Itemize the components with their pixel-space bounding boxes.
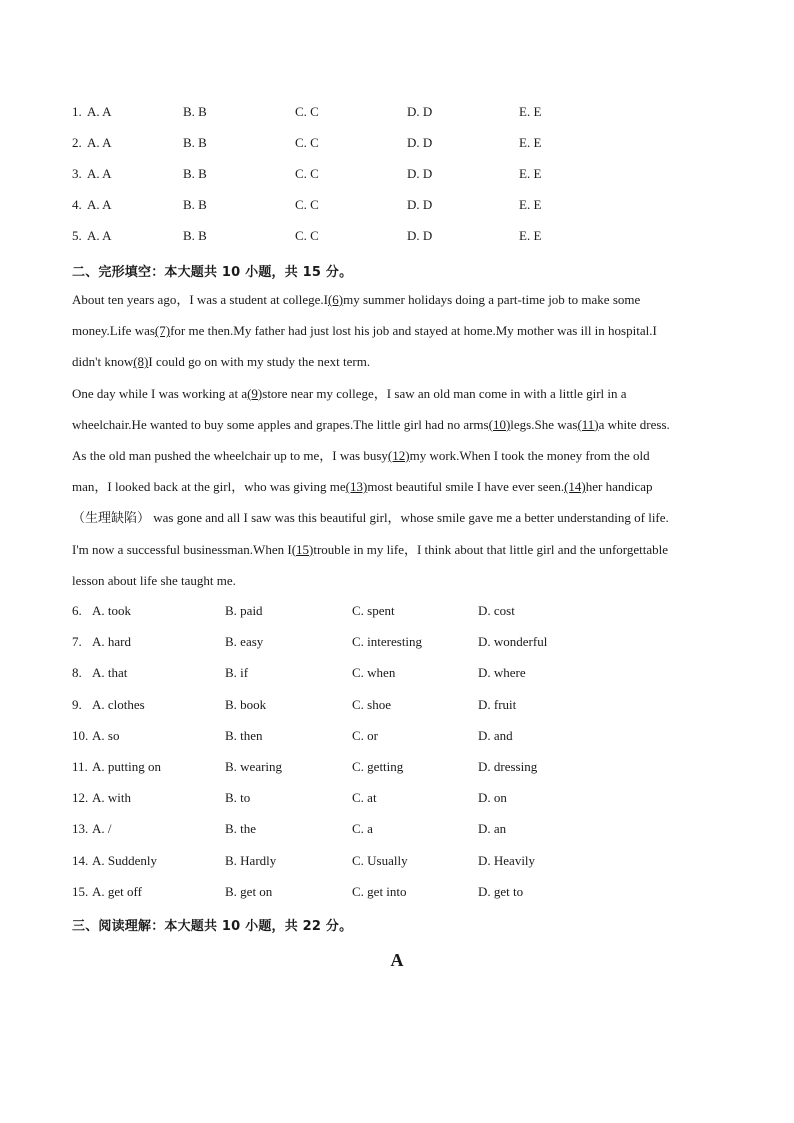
option-b[interactable]: B. B: [183, 104, 207, 119]
passage-text: （生理缺陷） was gone and all I saw was this beautiful girl，whose smile gave me a better understanding of life.: [72, 510, 669, 526]
question-row: [72, 104, 722, 124]
option-b[interactable]: B. then: [225, 727, 263, 743]
passage-text: didn't know: [72, 354, 134, 370]
option-a[interactable]: A. with: [92, 790, 131, 806]
option-b[interactable]: B. get on: [225, 883, 273, 899]
option-a[interactable]: A. A: [87, 104, 112, 119]
option-a[interactable]: A. putting on: [92, 759, 161, 774]
option-d[interactable]: D. D: [407, 197, 433, 212]
option-b[interactable]: B. B: [183, 228, 207, 243]
question-number: 7.: [72, 634, 82, 650]
passage-text: most beautiful smile I have ever seen.: [367, 479, 565, 495]
question-row: [72, 790, 722, 810]
option-d[interactable]: D. cost: [478, 603, 515, 618]
question-row: [72, 166, 722, 186]
option-c[interactable]: C. getting: [352, 759, 404, 774]
passage-text: I'm now a successful businessman.When I: [72, 541, 292, 557]
question-row: [72, 821, 722, 841]
option-a[interactable]: A. so: [92, 727, 120, 743]
passage-line: [72, 409, 722, 440]
option-b[interactable]: B. B: [183, 135, 207, 150]
option-a[interactable]: A. /: [92, 821, 112, 837]
option-c[interactable]: C. C: [295, 135, 319, 150]
question-number: 2.: [72, 135, 82, 150]
blank-number[interactable]: (11): [577, 416, 599, 432]
option-a[interactable]: A. A: [87, 228, 112, 243]
blank-number[interactable]: (15): [291, 541, 314, 557]
option-c[interactable]: C. spent: [352, 603, 395, 618]
blank-number[interactable]: (10): [488, 416, 511, 432]
option-d[interactable]: D. D: [407, 104, 433, 119]
passage-label: A: [390, 950, 404, 970]
question-row: [72, 603, 722, 623]
option-d[interactable]: D. Heavily: [478, 852, 536, 868]
passage-text: a white dress.: [598, 416, 670, 432]
passage-text: man，I looked back at the girl，who was giving me: [72, 479, 346, 495]
passage-line: [72, 440, 722, 471]
question-number: 1.: [72, 104, 82, 119]
question-number: 12.: [72, 790, 89, 806]
question-number: 10.: [72, 727, 89, 743]
option-b[interactable]: B. easy: [225, 634, 264, 650]
option-a[interactable]: A. took: [92, 603, 131, 618]
option-a[interactable]: A. get off: [92, 883, 142, 899]
passage-line: [72, 378, 722, 409]
option-b[interactable]: B. B: [183, 166, 207, 181]
passage-text: money.Life was: [72, 323, 155, 339]
section3-heading: 三、阅读理解：本大题共 10 小题，共 22 分。: [72, 919, 353, 934]
passage-text: About ten years ago，I was a student at college.I: [72, 292, 328, 307]
cloze-passage: [72, 284, 722, 596]
blank-number[interactable]: (9): [247, 385, 263, 401]
passage-line: [72, 315, 722, 346]
option-a[interactable]: A. clothes: [92, 696, 145, 712]
option-d[interactable]: D. fruit: [478, 696, 517, 712]
option-a[interactable]: A. that: [92, 665, 128, 681]
blank-number[interactable]: (14): [564, 479, 586, 495]
question-row: [72, 728, 722, 748]
option-d[interactable]: D. and: [478, 727, 513, 743]
passage-text: wheelchair.He wanted to buy some apples and grapes.The little girl had no arms: [72, 416, 489, 432]
option-e[interactable]: E. E: [519, 166, 542, 181]
option-a[interactable]: A. A: [87, 166, 112, 181]
question-number: 13.: [72, 821, 89, 837]
passage-text: One day while I was working at a: [72, 385, 248, 401]
passage-text: my summer holidays doing a part-time job to make some: [343, 292, 641, 307]
option-d[interactable]: D. D: [407, 228, 433, 243]
question-number: 4.: [72, 197, 82, 212]
passage-text: her handicap: [585, 479, 653, 495]
option-e[interactable]: E. E: [519, 228, 542, 243]
option-b[interactable]: B. if: [225, 665, 249, 681]
option-c[interactable]: C. or: [352, 727, 378, 743]
option-d[interactable]: D. wonderful: [478, 634, 548, 650]
section2-heading: 二、完形填空：本大题共 10 小题，共 15 分。: [72, 265, 353, 280]
option-c[interactable]: C. interesting: [352, 634, 423, 650]
option-b[interactable]: B. wearing: [225, 759, 283, 774]
blank-number[interactable]: (12): [387, 447, 410, 463]
option-c[interactable]: C. Usually: [352, 852, 408, 868]
passage-text: my work.When I took the money from the old: [409, 447, 650, 463]
passage-text: for me then.My father had just lost his job and stayed at home.My mother was ill in hospital.I: [170, 323, 657, 339]
passage-line: [72, 284, 722, 315]
passage-line: [72, 534, 722, 565]
option-d[interactable]: D. D: [407, 166, 433, 181]
option-b[interactable]: B. B: [183, 197, 207, 212]
question-number: 5.: [72, 228, 82, 243]
option-d[interactable]: D. an: [478, 821, 507, 837]
question-number: 8.: [72, 665, 82, 681]
passage-text: trouble in my life，I think about that little girl and the unforgettable: [313, 541, 669, 557]
option-b[interactable]: B. Hardly: [225, 852, 277, 868]
passage-line: [72, 502, 722, 533]
option-d[interactable]: D. dressing: [478, 759, 538, 774]
question-number: 11.: [72, 759, 88, 774]
option-c[interactable]: C. C: [295, 166, 319, 181]
passage-text: I could go on with my study the next term.: [148, 354, 371, 370]
option-d[interactable]: D. D: [407, 135, 433, 150]
option-c[interactable]: C. shoe: [352, 696, 391, 712]
option-c[interactable]: C. C: [295, 104, 319, 119]
option-d[interactable]: D. on: [478, 790, 507, 806]
option-c[interactable]: C. C: [295, 228, 319, 243]
question-row: [72, 665, 722, 685]
option-a[interactable]: A. A: [87, 135, 112, 150]
passage-line: [72, 471, 722, 502]
question-row: [72, 228, 722, 248]
option-c[interactable]: C. get into: [352, 883, 407, 899]
question-row: [72, 634, 722, 654]
question-row: [72, 759, 722, 779]
option-c[interactable]: C. C: [295, 197, 319, 212]
option-b[interactable]: B. the: [225, 821, 257, 837]
question-number: 9.: [72, 696, 82, 712]
option-c[interactable]: C. at: [352, 790, 377, 806]
question-row: [72, 197, 722, 217]
question-number: 3.: [72, 166, 82, 181]
passage-text: store near my college，I saw an old man come in with a little girl in a: [262, 385, 627, 401]
option-d[interactable]: D. where: [478, 665, 526, 681]
question-number: 14.: [72, 852, 89, 868]
option-e[interactable]: E. E: [519, 135, 542, 150]
option-c[interactable]: C. when: [352, 665, 396, 681]
option-d[interactable]: D. get to: [478, 883, 524, 899]
blank-number[interactable]: (7): [154, 323, 171, 339]
blank-number[interactable]: (8): [133, 354, 149, 370]
option-a[interactable]: A. A: [87, 197, 112, 212]
passage-line: [72, 565, 722, 596]
passage-text: As the old man pushed the wheelchair up to me，I was busy: [72, 447, 388, 463]
question-row: [72, 853, 722, 873]
option-c[interactable]: C. a: [352, 821, 373, 837]
option-b[interactable]: B. book: [225, 696, 267, 712]
option-b[interactable]: B. paid: [225, 603, 263, 618]
question-row: [72, 884, 722, 904]
passage-text: lesson about life she taught me.: [72, 572, 236, 588]
blank-number[interactable]: (6): [327, 292, 344, 307]
option-e[interactable]: E. E: [519, 197, 542, 212]
option-e[interactable]: E. E: [519, 104, 542, 119]
option-a[interactable]: A. hard: [92, 634, 131, 650]
option-b[interactable]: B. to: [225, 790, 251, 806]
question-row: [72, 135, 722, 155]
passage-line: [72, 346, 722, 377]
option-a[interactable]: A. Suddenly: [92, 852, 157, 868]
question-number: 15.: [72, 883, 89, 899]
blank-number[interactable]: (13): [345, 479, 368, 495]
question-number: 6.: [72, 603, 82, 618]
passage-text: legs.She was: [510, 416, 578, 432]
question-row: [72, 697, 722, 717]
